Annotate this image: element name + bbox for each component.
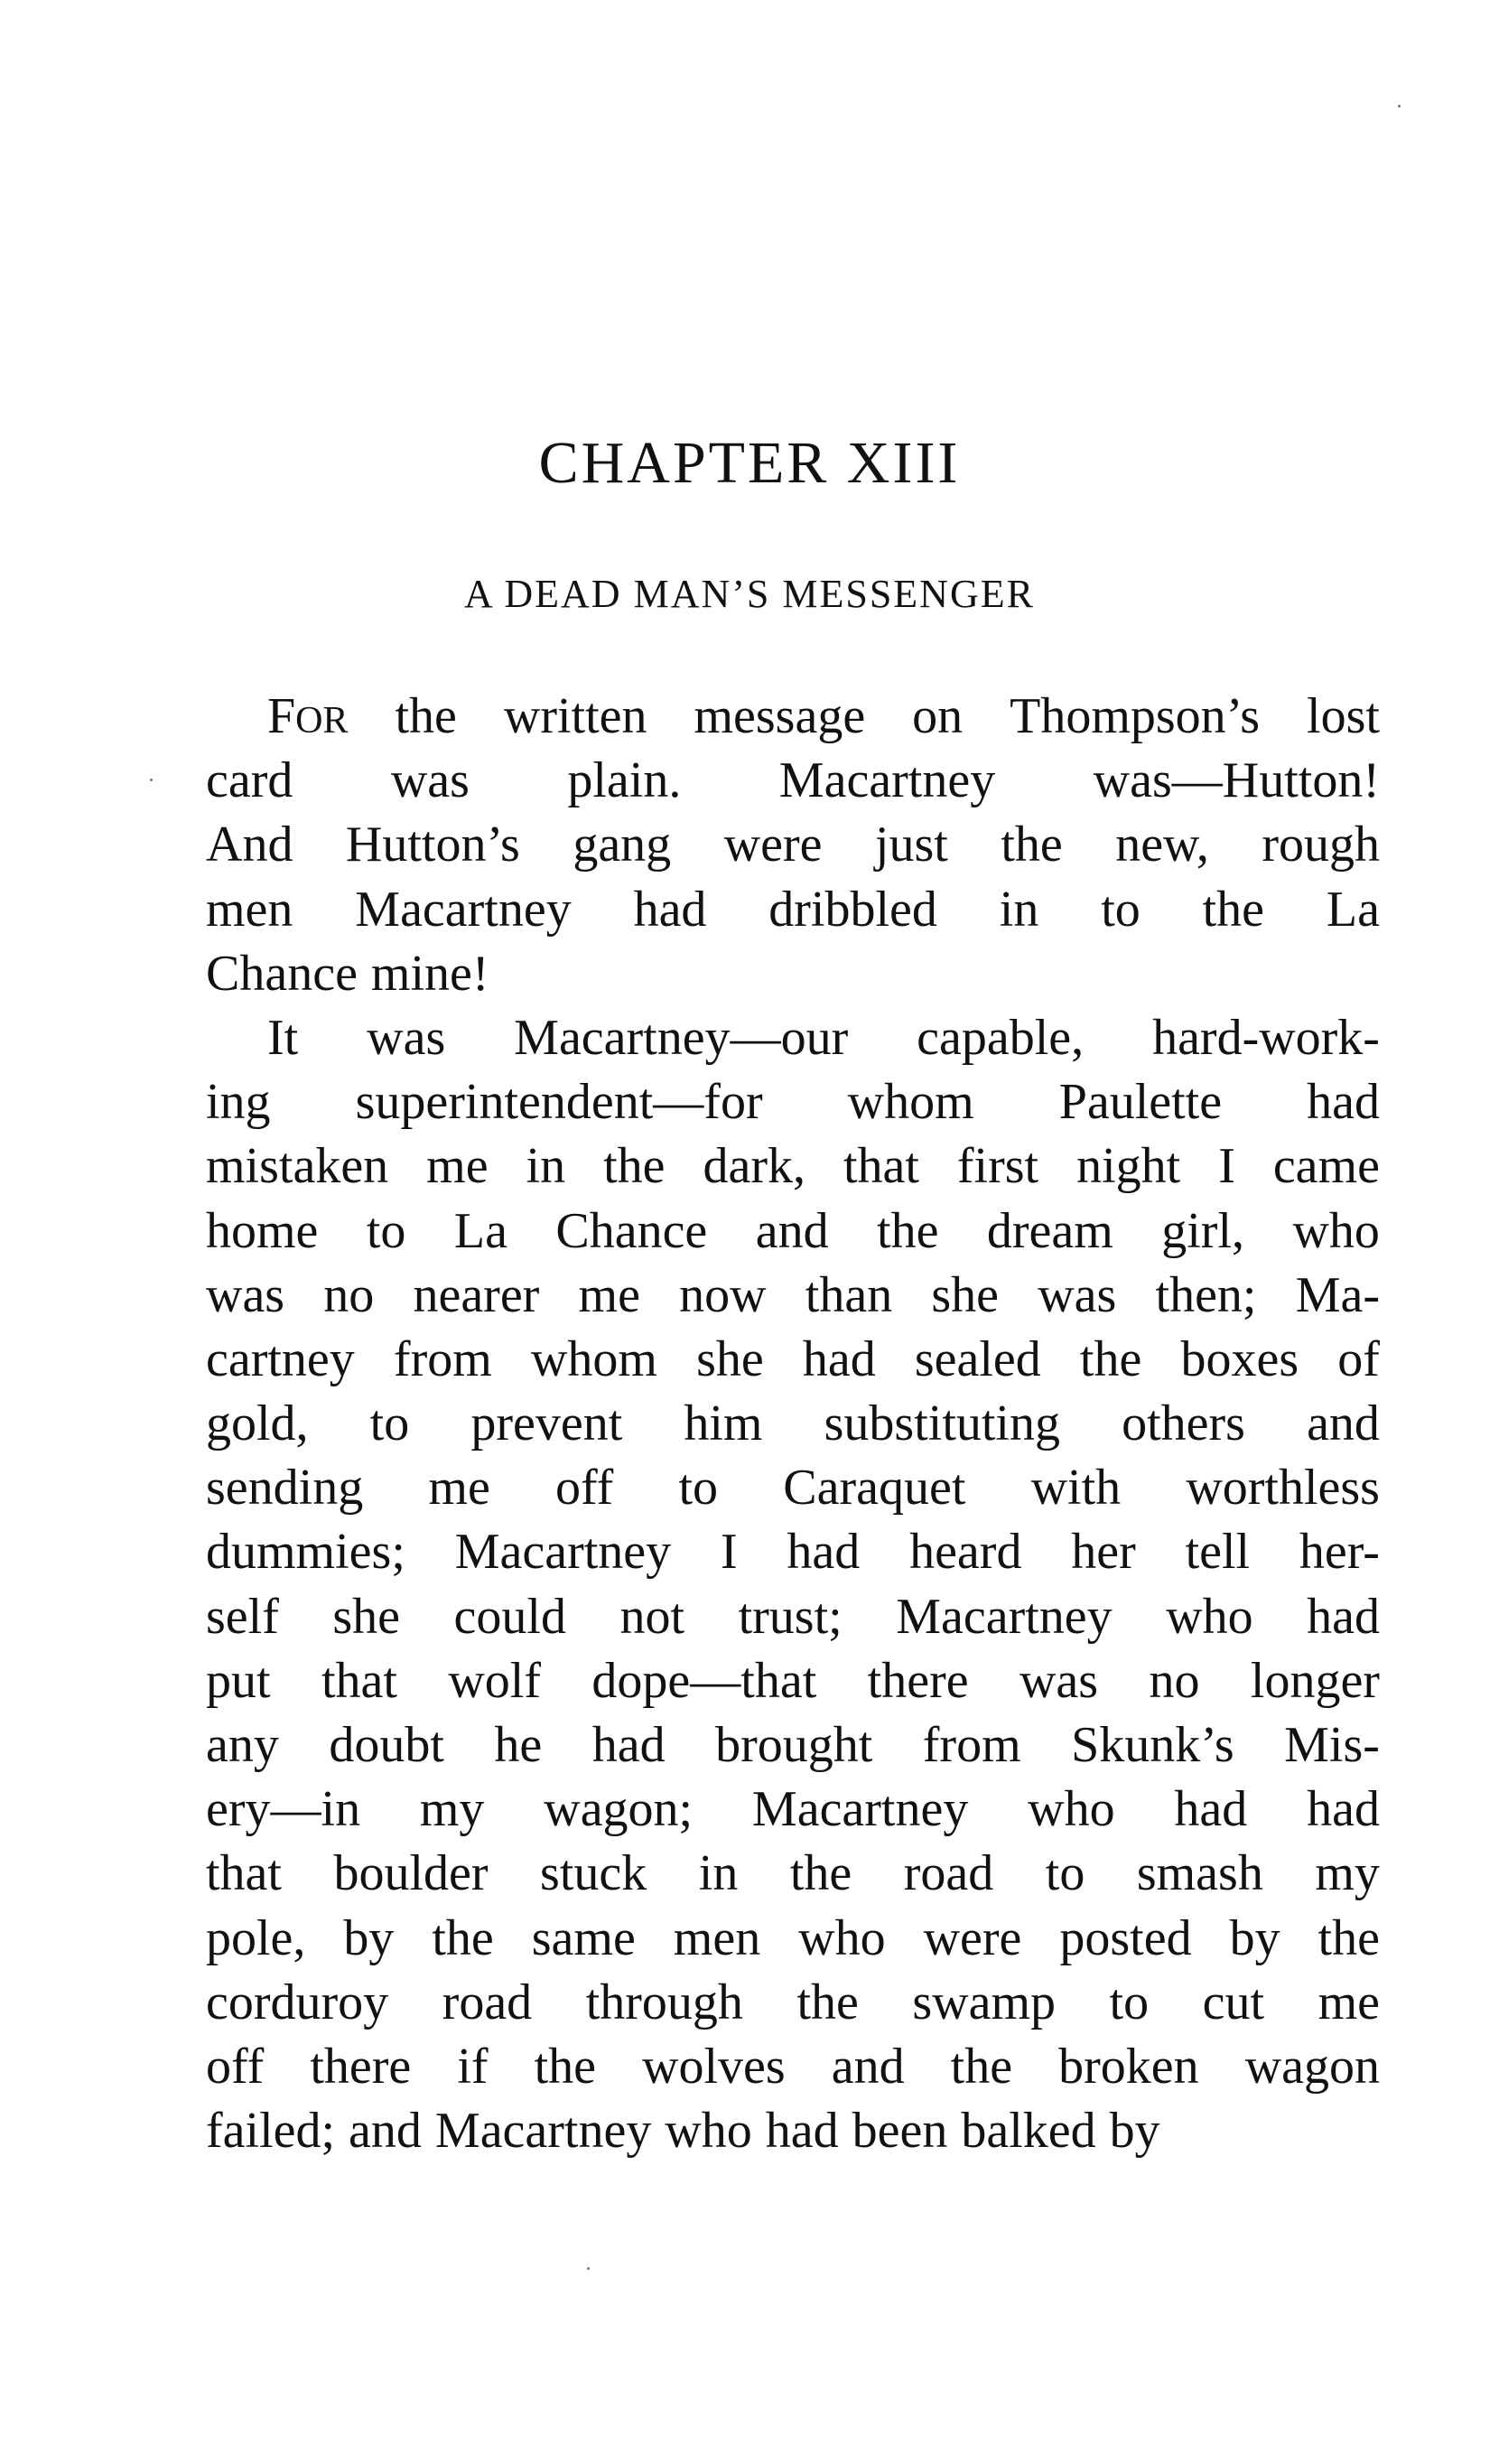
word: were	[723, 817, 823, 873]
word: mine!	[370, 945, 489, 1002]
word: nearer	[413, 1266, 540, 1323]
word: Caraquet	[783, 1460, 966, 1517]
word: I	[720, 1524, 738, 1581]
word: road	[442, 1974, 533, 2030]
text-line	[206, 1842, 1380, 1906]
word: the	[432, 1909, 494, 1966]
word: new,	[1115, 817, 1209, 873]
word: then;	[1155, 1266, 1257, 1323]
opening-small-caps	[267, 685, 349, 753]
word: men	[206, 881, 293, 938]
word: La	[1326, 881, 1380, 938]
word: gold,	[206, 1395, 309, 1452]
word: was	[390, 752, 470, 809]
word: through	[585, 1974, 743, 2030]
chapter-title: A DEAD MAN’S MESSENGER	[464, 572, 1035, 616]
word: me	[578, 1266, 640, 1323]
word: him	[684, 1395, 763, 1452]
word: she	[931, 1266, 1000, 1323]
word: no	[323, 1266, 375, 1323]
word: she	[332, 1588, 401, 1645]
word: the	[796, 1974, 859, 2030]
word: dark,	[703, 1138, 805, 1195]
word: Macartney	[896, 1588, 1113, 1645]
word: I	[1218, 1138, 1235, 1195]
word: same	[531, 1909, 636, 1966]
word: with	[1030, 1460, 1122, 1517]
word: in	[526, 1138, 566, 1195]
text-line	[206, 1456, 1380, 1520]
word: dummies;	[206, 1524, 405, 1581]
word: sealed	[914, 1330, 1041, 1387]
body-text	[206, 685, 1380, 2163]
word: home	[206, 1202, 319, 1259]
word: gang	[573, 817, 672, 873]
word: no	[1149, 1652, 1200, 1709]
word: smash	[1136, 1845, 1263, 1902]
word: trust;	[738, 1588, 843, 1645]
word: on	[912, 688, 964, 744]
word: balked	[961, 2103, 1096, 2160]
word: been	[852, 2103, 948, 2160]
word: had	[802, 1330, 876, 1387]
text-line	[206, 1328, 1380, 1392]
scan-speck	[150, 779, 153, 781]
word: who	[1292, 1202, 1380, 1259]
text-line	[206, 1907, 1380, 1971]
word: if	[457, 2038, 489, 2095]
word: swamp	[912, 1974, 1057, 2030]
word: self	[206, 1588, 279, 1645]
small-caps-initial: F	[267, 688, 296, 744]
word: brought	[715, 1717, 873, 1773]
word: her	[1071, 1524, 1136, 1581]
word: the	[877, 1202, 939, 1259]
word: worthless	[1186, 1460, 1380, 1517]
word: boulder	[333, 1845, 489, 1902]
text-line	[206, 1199, 1380, 1264]
word: wolf	[448, 1652, 542, 1709]
word: and	[1307, 1395, 1380, 1452]
word: the	[603, 1138, 666, 1195]
word: Paulette	[1058, 1074, 1223, 1131]
word: Mis-	[1284, 1717, 1380, 1773]
word: Hutton’s	[345, 817, 520, 873]
word: and	[831, 2038, 905, 2095]
word: by	[1109, 2103, 1160, 2160]
word: night	[1076, 1138, 1181, 1195]
word: capable,	[917, 1009, 1085, 1066]
word: superintendent—for	[355, 1074, 763, 1131]
word: stuck	[540, 1845, 647, 1902]
word: in	[999, 881, 1039, 938]
word: ing	[206, 1074, 271, 1131]
text-line	[206, 1134, 1380, 1199]
word: put	[206, 1652, 271, 1709]
word: failed;	[206, 2103, 336, 2160]
word: me	[1317, 1974, 1380, 2030]
word: written	[503, 688, 647, 744]
word: had	[1307, 1074, 1380, 1131]
text-line	[206, 813, 1380, 877]
word: Macartney	[434, 2103, 652, 2160]
word: any	[206, 1717, 279, 1773]
word: and	[349, 2103, 422, 2160]
word: the	[1202, 881, 1265, 938]
word: who	[1166, 1588, 1253, 1645]
word: my	[419, 1781, 485, 1838]
word: who	[1028, 1781, 1115, 1838]
word: Thompson’s	[1010, 688, 1261, 744]
word: in	[698, 1845, 739, 1902]
word: of	[1337, 1330, 1380, 1387]
word: she	[696, 1330, 764, 1387]
text-line	[206, 1520, 1380, 1584]
text-line	[206, 942, 1380, 1006]
word: dream	[986, 1202, 1113, 1259]
word: mistaken	[206, 1138, 389, 1195]
text-line	[206, 1649, 1380, 1713]
word: Macartney	[751, 1781, 969, 1838]
word: and	[755, 1202, 829, 1259]
word: there	[310, 2038, 412, 2095]
word: had	[1307, 1588, 1380, 1645]
word: the	[1001, 817, 1063, 873]
text-line	[206, 878, 1380, 942]
word: substituting	[824, 1395, 1060, 1452]
word: rough	[1262, 817, 1380, 873]
word: that	[321, 1652, 397, 1709]
word: her-	[1299, 1524, 1380, 1581]
word: than	[805, 1266, 893, 1323]
word: the	[950, 2038, 1013, 2095]
word: who	[798, 1909, 886, 1966]
word: cartney	[206, 1330, 355, 1387]
word: was	[1019, 1652, 1099, 1709]
word: came	[1272, 1138, 1380, 1195]
scan-speck	[1398, 105, 1401, 107]
text-line	[206, 2099, 1380, 2163]
word: just	[874, 817, 948, 873]
word: wagon;	[544, 1781, 694, 1838]
word: was	[1038, 1266, 1117, 1323]
word: Macartney	[778, 752, 996, 809]
word: was—Hutton!	[1093, 752, 1380, 809]
word: by	[343, 1909, 395, 1966]
word: It	[267, 1009, 299, 1066]
word: heard	[909, 1524, 1022, 1581]
text-line	[206, 1778, 1380, 1842]
text-line	[206, 2035, 1380, 2099]
word: that	[843, 1138, 919, 1195]
word: the	[534, 2038, 596, 2095]
word: tell	[1185, 1524, 1251, 1581]
word: my	[1315, 1845, 1380, 1902]
word: Macartney	[454, 1524, 672, 1581]
word: the	[1079, 1330, 1142, 1387]
word: to	[1045, 1845, 1085, 1902]
word: he	[494, 1717, 543, 1773]
word: to	[1109, 1974, 1150, 2030]
word: whom	[847, 1074, 974, 1131]
word: plain.	[567, 752, 682, 809]
word: was	[206, 1266, 285, 1323]
word: ery—in	[206, 1781, 361, 1838]
text-line	[206, 1392, 1380, 1456]
word: doubt	[329, 1717, 444, 1773]
word: And	[206, 817, 293, 873]
word: had	[591, 1717, 666, 1773]
word: now	[679, 1266, 767, 1323]
word: dribbled	[768, 881, 937, 938]
word: men	[673, 1909, 761, 1966]
word: the	[395, 688, 457, 744]
word: by	[1229, 1909, 1280, 1966]
word: from	[922, 1717, 1021, 1773]
word: had	[633, 881, 707, 938]
word: Chance	[555, 1202, 708, 1259]
word: sending	[206, 1460, 364, 1517]
word: off	[206, 2038, 265, 2095]
word: to	[366, 1202, 406, 1259]
small-caps-rest: OR	[295, 700, 349, 742]
word: were	[923, 1909, 1022, 1966]
word: boxes	[1180, 1330, 1299, 1387]
word: not	[619, 1588, 685, 1645]
word: corduroy	[206, 1974, 389, 2030]
word: message	[694, 688, 866, 744]
word: Macartney	[355, 881, 572, 938]
text-line	[206, 1264, 1380, 1328]
word: that	[206, 1845, 282, 1902]
word: to	[678, 1460, 719, 1517]
word: me	[428, 1460, 490, 1517]
word: to	[1101, 881, 1141, 938]
word: hard-work-	[1152, 1009, 1380, 1066]
text-line	[206, 1585, 1380, 1649]
text-line	[206, 1070, 1380, 1134]
chapter-number: CHAPTER XIII	[538, 430, 961, 496]
word: there	[867, 1652, 969, 1709]
word: others	[1122, 1395, 1245, 1452]
word: was	[367, 1009, 446, 1066]
word: dope—that	[591, 1652, 817, 1709]
word: posted	[1059, 1909, 1192, 1966]
word: me	[426, 1138, 489, 1195]
text-line	[206, 749, 1380, 813]
word: card	[206, 752, 293, 809]
word: wagon	[1244, 2038, 1380, 2095]
word: had	[1307, 1781, 1380, 1838]
text-line	[206, 1006, 1380, 1070]
text-line	[206, 1971, 1380, 2035]
word: prevent	[470, 1395, 623, 1452]
word: whom	[530, 1330, 657, 1387]
word: the	[789, 1845, 852, 1902]
word: from	[393, 1330, 492, 1387]
word: had	[765, 2103, 839, 2160]
word: who	[665, 2103, 752, 2160]
word: girl,	[1161, 1202, 1244, 1259]
word: first	[956, 1138, 1039, 1195]
text-line	[206, 685, 1380, 749]
word: Ma-	[1295, 1266, 1380, 1323]
word: road	[903, 1845, 994, 1902]
word: wolves	[642, 2038, 786, 2095]
word: longer	[1250, 1652, 1380, 1709]
word: broken	[1058, 2038, 1199, 2095]
word: had	[787, 1524, 861, 1581]
word: Macartney—our	[514, 1009, 849, 1066]
word: off	[555, 1460, 614, 1517]
word: to	[369, 1395, 410, 1452]
word: the	[1317, 1909, 1380, 1966]
word: lost	[1307, 688, 1380, 744]
word: cut	[1202, 1974, 1265, 2030]
word: had	[1174, 1781, 1248, 1838]
word: Skunk’s	[1071, 1717, 1234, 1773]
scan-speck	[587, 2267, 590, 2270]
text-line	[206, 1713, 1380, 1778]
word: Chance	[206, 945, 358, 1002]
word: pole,	[206, 1909, 306, 1966]
word: La	[453, 1202, 507, 1259]
word: could	[453, 1588, 566, 1645]
